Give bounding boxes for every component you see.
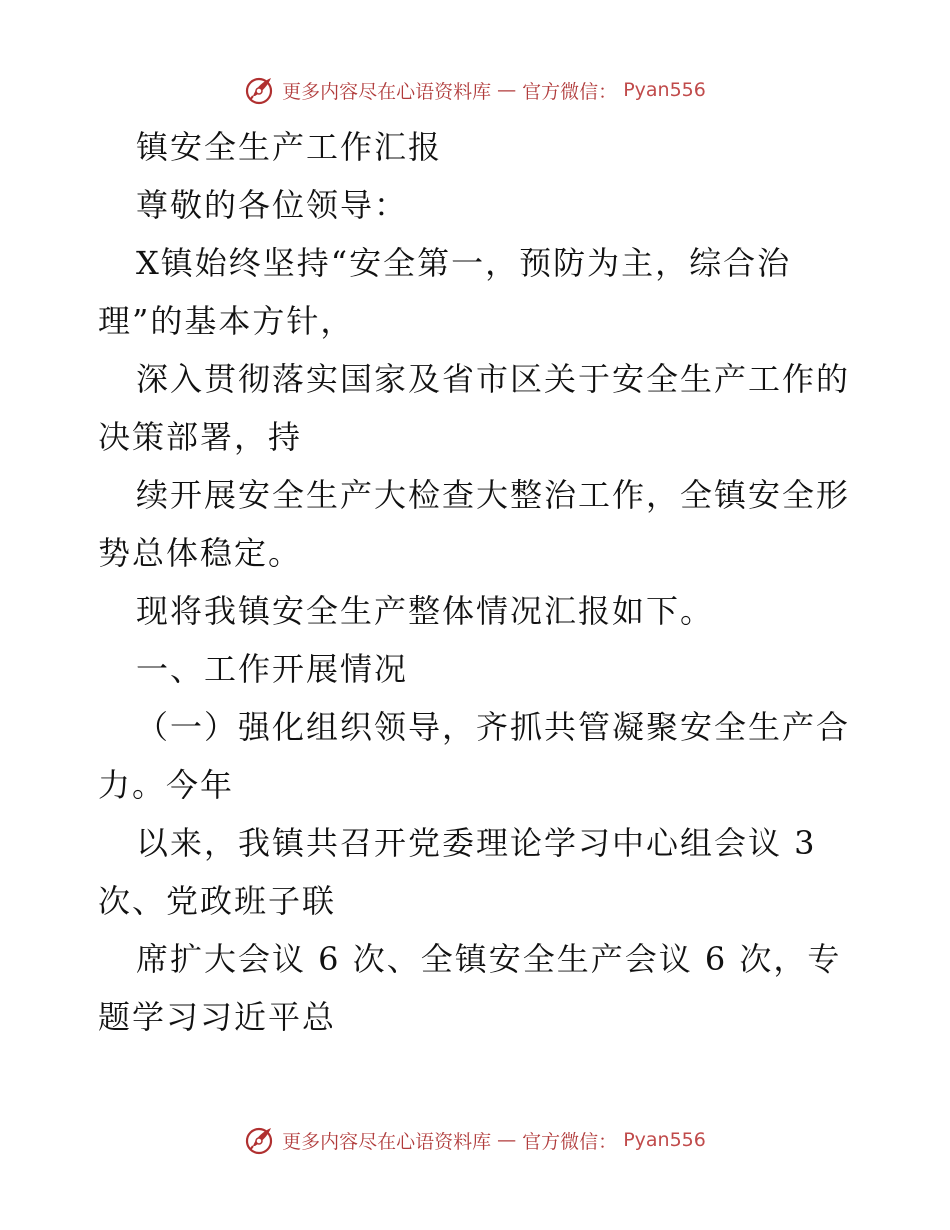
paragraph-line: 以来，我镇共召开党委理论学习中心组会议 3 — [136, 824, 817, 862]
quill-logo-icon — [244, 1124, 276, 1156]
paragraph-line: 续开展安全生产大检查大整治工作，全镇安全形 — [136, 476, 851, 514]
salutation: 尊敬的各位领导： — [136, 186, 409, 224]
document-body — [98, 118, 868, 1046]
paragraph-line: 题学习习近平总 — [98, 998, 337, 1036]
subsection-heading: （一）强化组织领导，齐抓共管凝聚安全生产合 — [136, 708, 851, 746]
paragraph-line: 次、党政班子联 — [98, 882, 337, 920]
paragraph-line: 理”的基本方针， — [98, 302, 355, 340]
header-banner[interactable] — [0, 72, 950, 108]
section-heading: 一、工作开展情况 — [136, 650, 409, 688]
banner-wechat-id: Pyan556 — [623, 1129, 706, 1151]
banner-wechat-label: 官方微信： — [522, 1130, 618, 1153]
paragraph-line: 现将我镇安全生产整体情况汇报如下。 — [136, 592, 715, 630]
footer-banner[interactable] — [0, 1122, 950, 1158]
paragraph-line: 势总体稳定。 — [98, 534, 303, 572]
paragraph-line: 席扩大会议 6 次、全镇安全生产会议 6 次，专 — [136, 940, 842, 978]
banner-text: 更多内容尽在心语资料库 — [282, 80, 492, 103]
banner-wechat-label: 官方微信： — [522, 80, 618, 103]
paragraph-line: 力。今年 — [98, 766, 235, 804]
quill-logo-icon — [244, 74, 276, 106]
banner-text: 更多内容尽在心语资料库 — [282, 1130, 492, 1153]
paragraph-line: X镇始终坚持“安全第一，预防为主，综合治 — [136, 244, 792, 282]
document-title: 镇安全生产工作汇报 — [136, 128, 443, 166]
paragraph-line: 决策部署，持 — [98, 418, 303, 456]
banner-wechat-id: Pyan556 — [623, 79, 706, 101]
paragraph-line: 深入贯彻落实国家及省市区关于安全生产工作的 — [136, 360, 851, 398]
banner-dash: — — [497, 1129, 517, 1151]
banner-dash: — — [497, 79, 517, 101]
